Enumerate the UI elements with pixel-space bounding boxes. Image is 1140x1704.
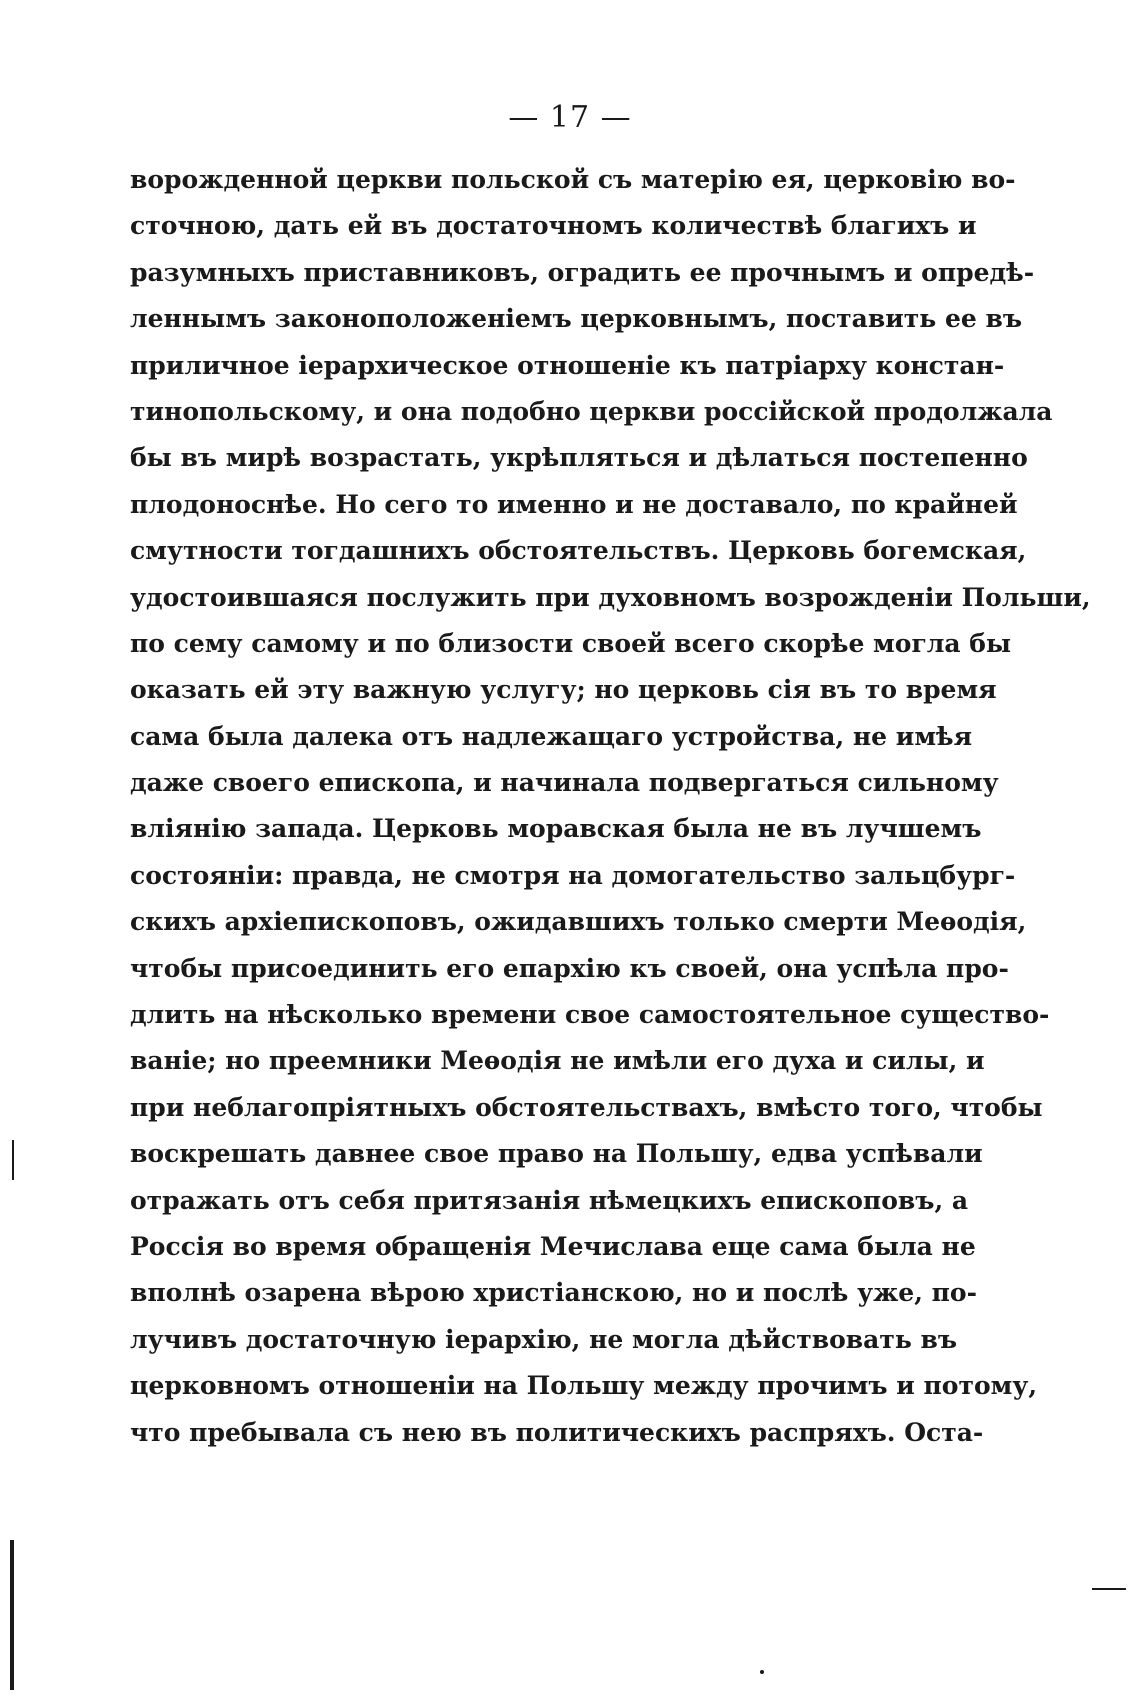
margin-scan-mark	[12, 1140, 14, 1180]
text-line: леннымъ законоположеніемъ церковнымъ, поставить ее въ	[130, 304, 1023, 334]
margin-scan-mark	[10, 1540, 14, 1690]
scan-speck	[760, 1670, 764, 1674]
text-line: длить на нѣсколько времени свое самостоятельное существо-	[130, 1000, 1050, 1030]
text-line: тинопольскому, и она подобно церкви россійской продолжала	[130, 396, 1053, 426]
text-line: воскрешать давнее свое право на Польшу, едва успѣвали	[130, 1139, 983, 1169]
text-line: ворожденной церкви польской съ матерію ея, церковію во-	[130, 165, 1016, 194]
text-line: чтобы присоединить его епархію къ своей, она успѣла про-	[130, 953, 1009, 983]
body-text	[130, 157, 1091, 1456]
text-line: при неблагопріятныхъ обстоятельствахъ, вмѣсто того, чтобы	[130, 1092, 1043, 1122]
text-line: отражать отъ себя притязанія нѣмецкихъ епископовъ, а	[130, 1185, 969, 1215]
text-line: сточною, дать ей въ достаточномъ количествѣ благихъ и	[130, 211, 977, 241]
text-line: по сему самому и по близости своей всего скорѣе могла бы	[130, 628, 1012, 658]
text-line: плодоноснѣе. Но сего то именно и не доставало, по крайней	[130, 489, 1018, 519]
text-line: приличное іерархическое отношеніе къ патріарху констан-	[130, 350, 1005, 380]
text-line: сама была далека отъ надлежащаго устройства, не имѣя	[130, 721, 973, 751]
text-line: состояніи: правда, не смотря на домогательство зальцбург-	[130, 860, 1016, 890]
text-line: вліянію запада. Церковь моравская была не въ лучшемъ	[130, 814, 982, 844]
text-line: лучивъ достаточную іерархію, не могла дѣйствовать въ	[130, 1324, 958, 1354]
margin-scan-mark	[1092, 1588, 1126, 1590]
text-line: ваніе; но преемники Меѳодія не имѣли его духа и силы, и	[130, 1046, 985, 1076]
text-line: оказать ей эту важную услугу; но церковь сія въ то время	[130, 675, 997, 705]
text-line: разумныхъ приставниковъ, оградить ее прочнымъ и опредѣ-	[130, 257, 1035, 287]
text-line: вполнѣ озарена вѣрою христіанскою, но и послѣ уже, по-	[130, 1278, 977, 1308]
text-line: даже своего епископа, и начинала подвергаться сильному	[130, 768, 999, 798]
text-line: Россія во время обращенія Мечислава еще сама была не	[130, 1231, 976, 1261]
text-line: удостоившаяся послужить при духовномъ возрожденіи Польши,	[130, 582, 1091, 612]
text-line: смутности тогдашнихъ обстоятельствъ. Церковь богемская,	[130, 536, 1027, 566]
page-number: — 17 —	[508, 100, 632, 135]
text-line: церковномъ отношеніи на Польшу между прочимъ и потому,	[130, 1371, 1038, 1401]
text-line: скихъ архіепископовъ, ожидавшихъ только смерти Меѳодія,	[130, 907, 1027, 937]
text-line: что пребывала съ нею въ политическихъ распряхъ. Оста-	[130, 1417, 984, 1447]
text-line: бы въ мирѣ возрастать, укрѣпляться и дѣлаться постепенно	[130, 443, 1028, 473]
